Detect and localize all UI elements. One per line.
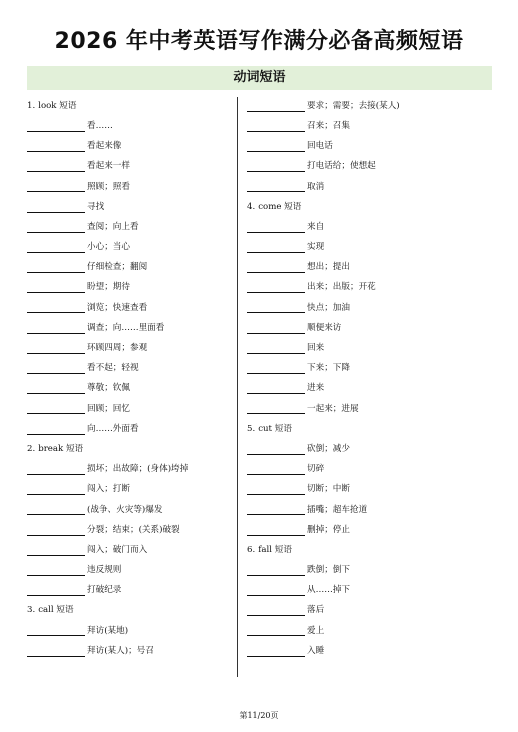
phrase-item <box>247 298 487 318</box>
phrase-meaning: 召来；召集 <box>307 120 350 131</box>
phrase-meaning: 回电话 <box>307 141 333 152</box>
answer-blank[interactable] <box>27 625 85 636</box>
answer-blank[interactable] <box>27 181 85 192</box>
phrase-meaning: 爱上 <box>307 625 325 636</box>
answer-blank[interactable] <box>247 242 305 253</box>
answer-blank[interactable] <box>247 222 305 233</box>
answer-blank[interactable] <box>247 101 305 112</box>
phrase-item <box>247 96 487 116</box>
phrase-meaning: 看起来像 <box>87 141 122 152</box>
phrase-meaning: 分裂；结束；(关系)破裂 <box>87 524 180 535</box>
section-title: fall 短语 <box>258 544 292 555</box>
answer-blank[interactable] <box>247 262 305 273</box>
phrase-meaning: 调查；向……里面看 <box>87 322 165 333</box>
answer-blank[interactable] <box>247 121 305 132</box>
phrase-meaning: 从……掉下 <box>307 585 350 596</box>
answer-blank[interactable] <box>27 323 85 334</box>
phrase-item <box>247 500 487 520</box>
answer-blank[interactable] <box>27 464 85 475</box>
answer-blank[interactable] <box>27 242 85 253</box>
phrase-meaning: 切碎 <box>307 464 325 475</box>
section-title: look 短语 <box>38 100 77 111</box>
phrase-item <box>27 641 227 661</box>
phrase-item <box>247 358 487 378</box>
answer-blank[interactable] <box>247 484 305 495</box>
phrase-meaning: 砍倒；减少 <box>307 443 350 454</box>
phrase-item <box>247 480 487 500</box>
section-heading <box>27 439 227 459</box>
phrase-item <box>247 459 487 479</box>
phrase-item <box>27 278 227 298</box>
phrase-item <box>247 318 487 338</box>
phrase-meaning: 闯入；打断 <box>87 484 130 495</box>
phrase-meaning: 快点；加油 <box>307 302 350 313</box>
answer-blank[interactable] <box>27 141 85 152</box>
section-heading <box>247 540 487 560</box>
column-divider <box>237 97 238 677</box>
section-heading <box>27 601 227 621</box>
answer-blank[interactable] <box>27 646 85 657</box>
phrase-item <box>247 237 487 257</box>
section-number: 3. <box>27 605 36 616</box>
answer-blank[interactable] <box>27 343 85 354</box>
phrase-item <box>27 157 227 177</box>
phrase-item <box>27 480 227 500</box>
answer-blank[interactable] <box>247 323 305 334</box>
phrase-meaning: 损坏；出故障；(身体)垮掉 <box>87 464 189 475</box>
phrase-meaning: 向……外面看 <box>87 423 139 434</box>
section-header-bar: 动词短语 <box>27 66 492 90</box>
answer-blank[interactable] <box>247 625 305 636</box>
phrase-meaning: 入睡 <box>307 645 325 656</box>
phrase-item <box>247 581 487 601</box>
answer-blank[interactable] <box>27 504 85 515</box>
phrase-item <box>247 258 487 278</box>
section-title: call 短语 <box>38 605 74 616</box>
answer-blank[interactable] <box>27 403 85 414</box>
phrase-item <box>247 641 487 661</box>
answer-blank[interactable] <box>247 565 305 576</box>
answer-blank[interactable] <box>27 121 85 132</box>
phrase-meaning: 回顾；回忆 <box>87 403 130 414</box>
phrase-meaning: 切断；中断 <box>307 484 350 495</box>
phrase-item <box>27 217 227 237</box>
phrase-item <box>27 581 227 601</box>
phrase-meaning: 拜访(某人)；号召 <box>87 645 154 656</box>
phrase-item <box>27 500 227 520</box>
section-number: 1. <box>27 100 36 111</box>
phrase-item <box>27 338 227 358</box>
phrase-item <box>247 116 487 136</box>
phrase-meaning: 进来 <box>307 383 325 394</box>
phrase-meaning: 落后 <box>307 605 325 616</box>
phrase-item <box>27 116 227 136</box>
right-column <box>247 96 487 661</box>
phrase-meaning: 浏览；快速查看 <box>87 302 148 313</box>
phrase-item <box>247 136 487 156</box>
answer-blank[interactable] <box>247 605 305 616</box>
phrase-meaning: 实现 <box>307 242 325 253</box>
answer-blank[interactable] <box>247 181 305 192</box>
phrase-item <box>27 621 227 641</box>
phrase-item <box>247 621 487 641</box>
answer-blank[interactable] <box>27 222 85 233</box>
answer-blank[interactable] <box>27 525 85 536</box>
phrase-meaning: 违反规则 <box>87 565 122 576</box>
phrase-item <box>247 217 487 237</box>
answer-blank[interactable] <box>247 282 305 293</box>
phrase-item <box>247 439 487 459</box>
phrase-item <box>247 520 487 540</box>
answer-blank[interactable] <box>27 363 85 374</box>
phrase-item <box>27 540 227 560</box>
section-heading <box>247 419 487 439</box>
page-title: 2026 年中考英语写作满分必备高频短语 <box>54 29 464 54</box>
answer-blank[interactable] <box>247 363 305 374</box>
phrase-meaning: 照顾；照看 <box>87 181 130 192</box>
phrase-meaning: 看…… <box>87 120 113 131</box>
section-title: break 短语 <box>38 443 84 454</box>
phrase-meaning: 拜访(某地) <box>87 625 129 636</box>
phrase-item <box>27 419 227 439</box>
answer-blank[interactable] <box>247 343 305 354</box>
phrase-meaning: 删掉；停止 <box>307 524 350 535</box>
phrase-meaning: 下来；下降 <box>307 363 350 374</box>
answer-blank[interactable] <box>27 424 85 435</box>
section-number: 6. <box>247 544 256 555</box>
answer-blank[interactable] <box>27 565 85 576</box>
phrase-item <box>27 459 227 479</box>
section-number: 4. <box>247 201 256 212</box>
section-heading <box>247 197 487 217</box>
section-title: come 短语 <box>258 201 302 212</box>
phrase-meaning: 环顾四周；参观 <box>87 343 148 354</box>
phrase-item <box>27 560 227 580</box>
phrase-meaning: 闯入；破门而入 <box>87 544 148 555</box>
answer-blank[interactable] <box>247 141 305 152</box>
answer-blank[interactable] <box>27 282 85 293</box>
phrase-meaning: 顺便来访 <box>307 322 342 333</box>
phrase-meaning: 看不起；轻视 <box>87 363 139 374</box>
phrase-meaning: 小心；当心 <box>87 242 130 253</box>
phrase-meaning: 尊敬；钦佩 <box>87 383 130 394</box>
phrase-item <box>27 298 227 318</box>
phrase-item <box>27 237 227 257</box>
phrase-item <box>27 318 227 338</box>
phrase-meaning: 插嘴；超车抢道 <box>307 504 368 515</box>
phrase-meaning: 跌倒；倒下 <box>307 565 350 576</box>
phrase-meaning: 来自 <box>307 221 325 232</box>
phrase-meaning: 打电话给；使想起 <box>307 161 376 172</box>
answer-blank[interactable] <box>247 383 305 394</box>
answer-blank[interactable] <box>247 444 305 455</box>
answer-blank[interactable] <box>247 525 305 536</box>
phrase-item <box>247 338 487 358</box>
phrase-meaning: 想出；提出 <box>307 262 350 273</box>
page-number: 第11/20页 <box>239 711 279 720</box>
answer-blank[interactable] <box>247 585 305 596</box>
answer-blank[interactable] <box>247 403 305 414</box>
phrase-meaning: 查阅；向上看 <box>87 221 139 232</box>
phrase-meaning: 回来 <box>307 343 325 354</box>
answer-blank[interactable] <box>247 646 305 657</box>
answer-blank[interactable] <box>27 302 85 313</box>
answer-blank[interactable] <box>27 383 85 394</box>
section-title: cut 短语 <box>258 423 292 434</box>
phrase-item <box>27 358 227 378</box>
section-number: 5. <box>247 423 256 434</box>
answer-blank[interactable] <box>247 464 305 475</box>
answer-blank[interactable] <box>247 161 305 172</box>
phrase-meaning: 一起来；进展 <box>307 403 359 414</box>
phrase-item <box>27 177 227 197</box>
phrase-item <box>27 520 227 540</box>
phrase-meaning: 寻找 <box>87 201 105 212</box>
phrase-item <box>27 197 227 217</box>
phrase-item <box>27 399 227 419</box>
phrase-meaning: 仔细检查；翻阅 <box>87 262 148 273</box>
section-heading <box>27 96 227 116</box>
phrase-meaning: 看起来一样 <box>87 161 130 172</box>
phrase-item <box>27 379 227 399</box>
answer-blank[interactable] <box>27 202 85 213</box>
phrase-meaning: (战争、火灾等)爆发 <box>87 504 163 515</box>
phrase-item <box>27 258 227 278</box>
answer-blank[interactable] <box>27 161 85 172</box>
phrase-item <box>247 399 487 419</box>
phrase-meaning: 要求；需要；去接(某人) <box>307 100 400 111</box>
answer-blank[interactable] <box>27 262 85 273</box>
phrase-meaning: 出来；出版；开花 <box>307 282 376 293</box>
phrase-item <box>247 177 487 197</box>
phrase-item <box>247 560 487 580</box>
answer-blank[interactable] <box>247 302 305 313</box>
phrase-item <box>247 601 487 621</box>
left-column <box>27 96 227 661</box>
phrase-item <box>247 278 487 298</box>
phrase-meaning: 盼望；期待 <box>87 282 130 293</box>
section-number: 2. <box>27 443 36 454</box>
phrase-item <box>247 379 487 399</box>
phrase-meaning: 打破纪录 <box>87 585 122 596</box>
answer-blank[interactable] <box>247 504 305 515</box>
answer-blank[interactable] <box>27 585 85 596</box>
phrase-item <box>27 136 227 156</box>
phrase-item <box>247 157 487 177</box>
answer-blank[interactable] <box>27 545 85 556</box>
phrase-meaning: 取消 <box>307 181 325 192</box>
answer-blank[interactable] <box>27 484 85 495</box>
